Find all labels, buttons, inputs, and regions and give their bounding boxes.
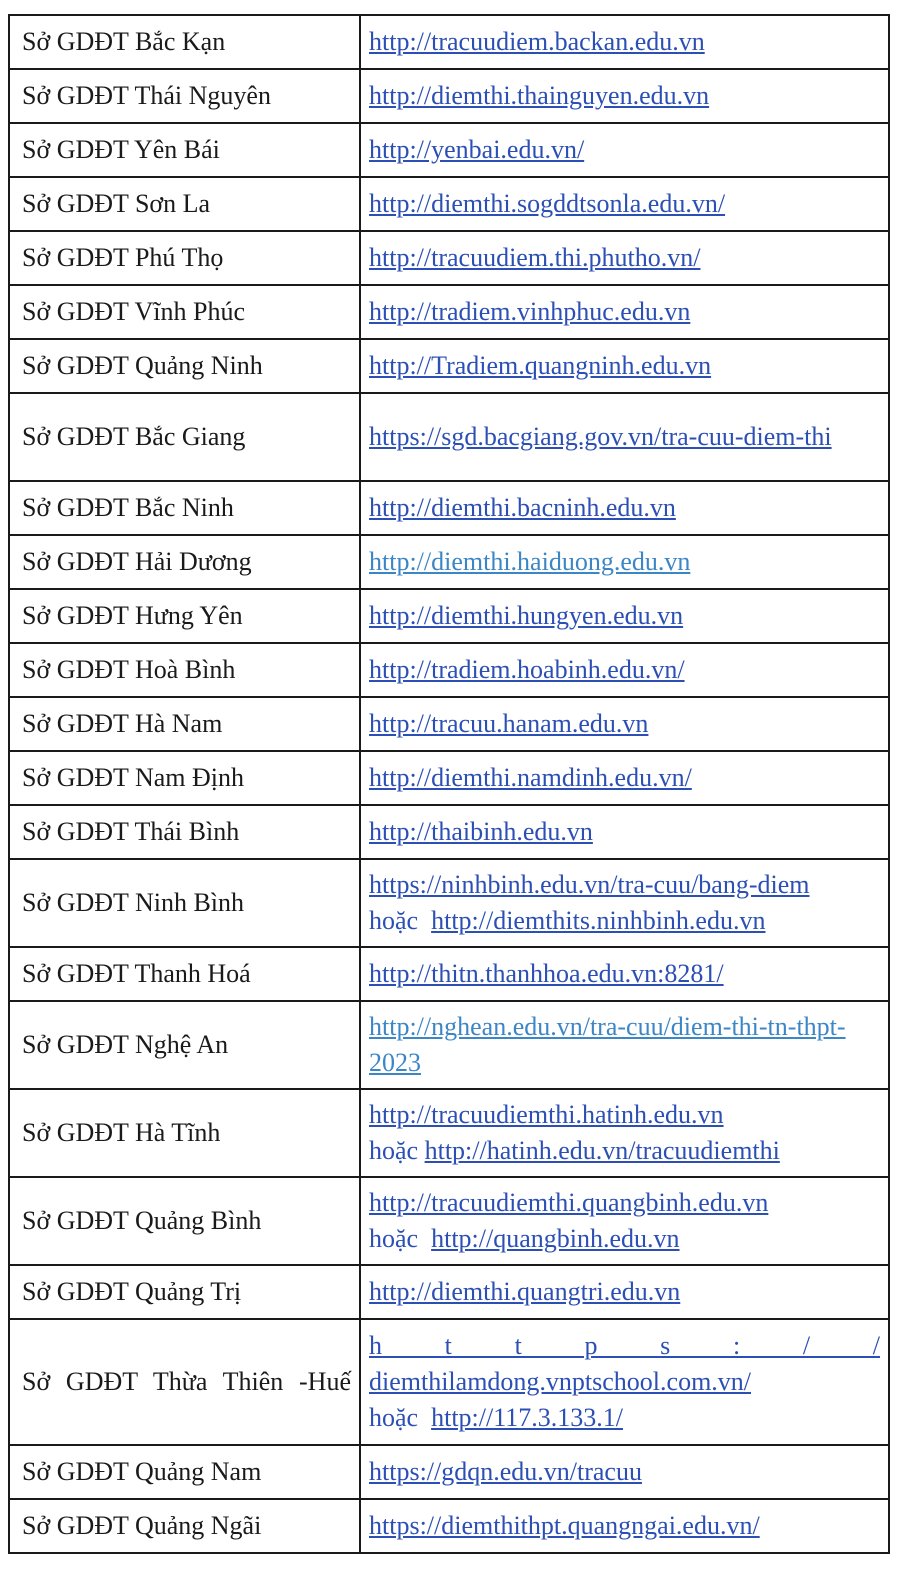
table-row <box>9 231 889 285</box>
department-name: Sở GDĐT Hoà Bình <box>9 643 360 697</box>
lookup-link[interactable]: http://diemthi.haiduong.edu.vn <box>369 547 691 576</box>
table-row <box>9 339 889 393</box>
table-row <box>9 1177 889 1265</box>
lookup-link[interactable]: http://tradiem.vinhphuc.edu.vn <box>369 297 691 326</box>
or-label: hoặc <box>369 906 419 935</box>
department-name: Sở GDĐT Bắc Kạn <box>9 15 360 69</box>
lookup-link[interactable]: http://tradiem.hoabinh.edu.vn/ <box>369 655 685 684</box>
or-label: hoặc <box>369 1403 419 1432</box>
department-name: Sở GDĐT Quảng Ninh <box>9 339 360 393</box>
lookup-link-alt[interactable]: http://quangbinh.edu.vn <box>431 1224 680 1253</box>
lookup-link[interactable]: http://yenbai.edu.vn/ <box>369 135 585 164</box>
table-row <box>9 535 889 589</box>
department-name: Sở GDĐT Quảng Ngãi <box>9 1499 360 1553</box>
table-row <box>9 1089 889 1177</box>
lookup-link[interactable]: http://diemthi.namdinh.edu.vn/ <box>369 763 692 792</box>
lookup-link-part[interactable]: h t t p s : / / <box>369 1331 880 1360</box>
lookup-link[interactable]: http://diemthi.hungyen.edu.vn <box>369 601 684 630</box>
department-name: Sở GDĐT Bắc Ninh <box>9 481 360 535</box>
lookup-link[interactable]: http://tracuudiemthi.quangbinh.edu.vn <box>369 1188 769 1217</box>
department-name: Sở GDĐT Vĩnh Phúc <box>9 285 360 339</box>
lookup-link[interactable]: http://tracuudiemthi.hatinh.edu.vn <box>369 1100 724 1129</box>
lookup-link-part[interactable]: diemthilamdong.vnptschool.com.vn/ <box>369 1367 752 1396</box>
table-row <box>9 177 889 231</box>
table-row <box>9 1445 889 1499</box>
table-row <box>9 15 889 69</box>
department-name: Sở GDĐT Nam Định <box>9 751 360 805</box>
table-row <box>9 69 889 123</box>
lookup-link-alt[interactable]: http://117.3.133.1/ <box>431 1403 623 1432</box>
table-row <box>9 1001 889 1089</box>
lookup-link[interactable]: http://tracuudiem.thi.phutho.vn/ <box>369 243 701 272</box>
department-name: Sở GDĐT Hà Nam <box>9 697 360 751</box>
lookup-link[interactable]: http://diemthi.quangtri.edu.vn <box>369 1277 681 1306</box>
table-row <box>9 285 889 339</box>
lookup-link[interactable]: http://thaibinh.edu.vn <box>369 817 593 846</box>
table-row <box>9 1319 889 1445</box>
lookup-link[interactable]: http://thitn.thanhhoa.edu.vn:8281/ <box>369 959 724 988</box>
lookup-link[interactable]: http://Tradiem.quangninh.edu.vn <box>369 351 712 380</box>
lookup-link[interactable]: http://diemthi.bacninh.edu.vn <box>369 493 676 522</box>
department-name: Sở GDĐT Quảng Bình <box>9 1177 360 1265</box>
department-name: Sở GDĐT Quảng Trị <box>9 1265 360 1319</box>
department-name: Sở GDĐT Yên Bái <box>9 123 360 177</box>
lookup-link[interactable]: http://tracuudiem.backan.edu.vn <box>369 27 705 56</box>
table-row <box>9 1499 889 1553</box>
department-name: Sở GDĐT Thanh Hoá <box>9 947 360 1001</box>
department-name: Sở GDĐT Hải Dương <box>9 535 360 589</box>
lookup-link[interactable]: http://diemthi.thainguyen.edu.vn <box>369 81 710 110</box>
department-name: Sở GDĐT Thừa Thiên -Huế <box>9 1319 360 1445</box>
department-name: Sở GDĐT Hà Tĩnh <box>9 1089 360 1177</box>
department-name: Sở GDĐT Quảng Nam <box>9 1445 360 1499</box>
department-name: Sở GDĐT Phú Thọ <box>9 231 360 285</box>
department-name: Sở GDĐT Thái Bình <box>9 805 360 859</box>
lookup-link-alt[interactable]: http://diemthits.ninhbinh.edu.vn <box>431 906 766 935</box>
table-row <box>9 481 889 535</box>
department-name: Sở GDĐT Ninh Bình <box>9 859 360 947</box>
department-name: Sở GDĐT Nghệ An <box>9 1001 360 1089</box>
exam-lookup-table <box>8 14 890 1554</box>
table-row <box>9 751 889 805</box>
lookup-link[interactable]: https://sgd.bacgiang.gov.vn/tra-cuu-diem-thi <box>369 422 832 451</box>
department-name: Sở GDĐT Thái Nguyên <box>9 69 360 123</box>
lookup-link[interactable]: http://diemthi.sogddtsonla.edu.vn/ <box>369 189 726 218</box>
lookup-link[interactable]: https://ninhbinh.edu.vn/tra-cuu/bang-diem <box>369 870 810 899</box>
lookup-link[interactable]: https://diemthithpt.quangngai.edu.vn/ <box>369 1511 760 1540</box>
table-row <box>9 393 889 481</box>
table-row <box>9 947 889 1001</box>
table-row <box>9 697 889 751</box>
lookup-link[interactable]: http://tracuu.hanam.edu.vn <box>369 709 649 738</box>
or-label: hoặc <box>369 1224 419 1253</box>
or-label: hoặc <box>369 1136 419 1165</box>
table-row <box>9 1265 889 1319</box>
table-row <box>9 643 889 697</box>
lookup-link-alt[interactable]: http://hatinh.edu.vn/tracuudiemthi <box>424 1136 780 1165</box>
table-row <box>9 805 889 859</box>
table-row <box>9 859 889 947</box>
table-row <box>9 589 889 643</box>
lookup-link[interactable]: https://gdqn.edu.vn/tracuu <box>369 1457 642 1486</box>
table-row <box>9 123 889 177</box>
department-name: Sở GDĐT Sơn La <box>9 177 360 231</box>
department-name: Sở GDĐT Bắc Giang <box>9 393 360 481</box>
lookup-link[interactable]: http://nghean.edu.vn/tra-cuu/diem-thi-tn-thpt-2023 <box>369 1012 846 1077</box>
department-name: Sở GDĐT Hưng Yên <box>9 589 360 643</box>
